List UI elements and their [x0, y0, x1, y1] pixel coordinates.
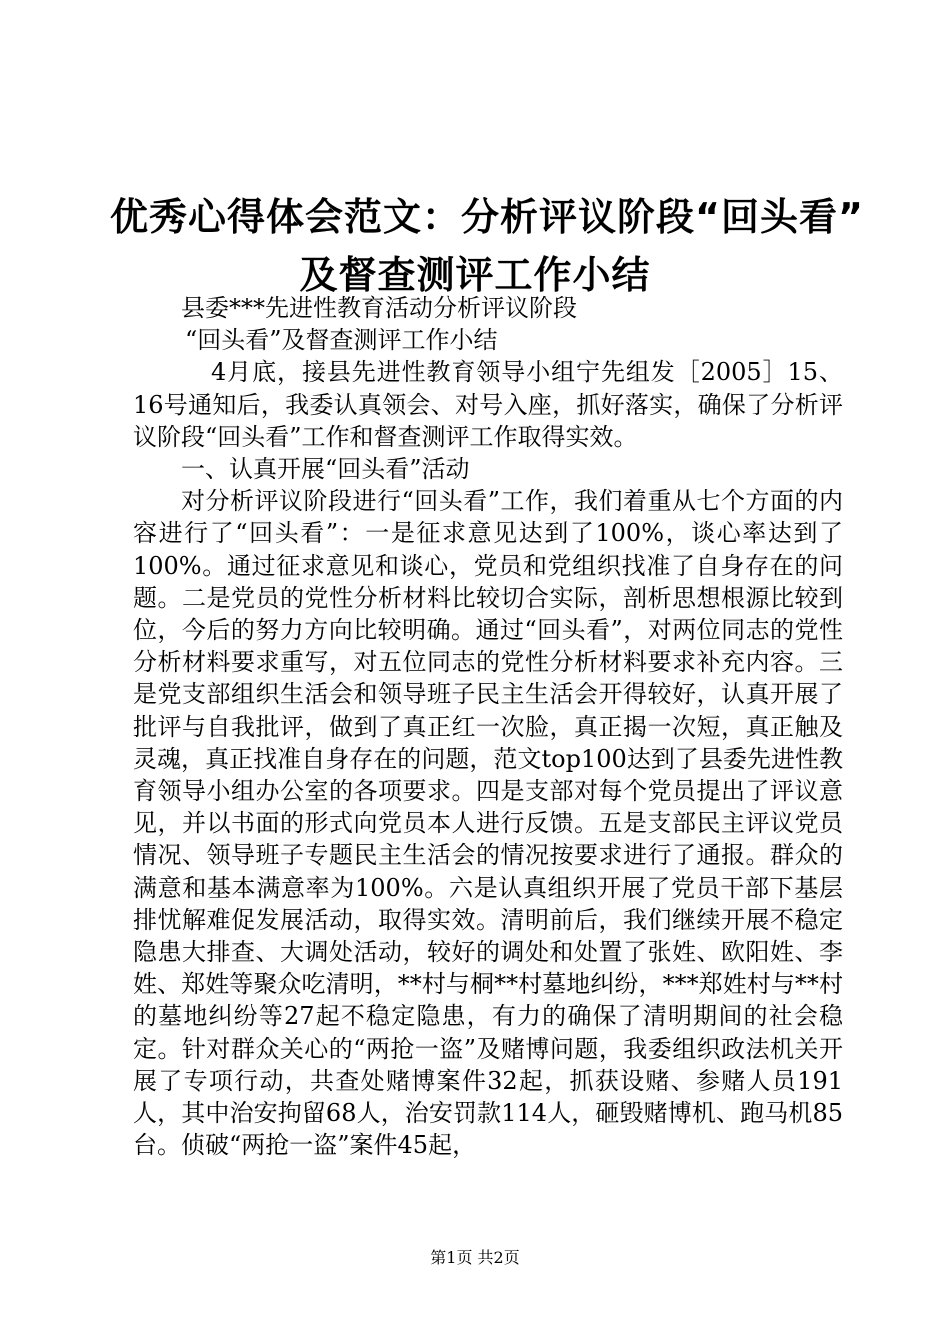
section-1-paragraph: 对分析评议阶段进行“回头看”工作，我们着重从七个方面的内容进行了“回头看”：一是征求意见达到了100%，谈心率达到了100%。通过征求意见和谈心，党员和党组织找准了自身存在的问题。二是党员的党性分析材料比较切合实际，剖析思想根源比较到位，今后的努力方向比较明确。通过“回头看”，对两位同志的党性分析材料要求重写，对五位同志的党性分析材料要求补充内容。三是党支部组织生活会和领导班子民主生活会开得较好，认真开展了批评与自我批评，做到了真正红一次脸，真正揭一次短，真正触及灵魂，真正找准自身存在的问题，范文top100达到了县委先进性教育领导小组办公室的各项要求。四是支部对每个党员提出了评议意见，并以书面的形式向党员本人进行反馈。五是支部民主评议党员情况、领导班子专题民主生活会的情况按要求进行了通报。群众的满意和基本满意率为100%。六是认真组织开展了党员干部下基层排忧解难促发展活动，取得实效。清明前后，我们继续开展不稳定隐患大排查、大调处活动，较好的调处和处置了张姓、欧阳姓、李姓、郑姓等聚众吃清明，**村与桐**村墓地纠纷，***郑姓村与**村的墓地纠纷等27起不稳定隐患，有力的确保了清明期间的社会稳定。针对群众关心的“两抢一盗”及赌博问题，我委组织政法机关开展了专项行动，共查处赌博案件32起，抓获设赌、参赌人员191人，其中治安拘留68人，治安罚款114人，砸毁赌博机、跑马机85台。侦破“两抢一盗”案件45起，: [133, 487, 843, 1160]
subtitle-line-2: “回头看”及督查测评工作小结: [185, 326, 498, 355]
document-body: [133, 292, 843, 1161]
intro-paragraph: 4月底，接县先进性教育领导小组宁先组发［2005］15、16号通知后，我委认真领会、对号入座，抓好落实，确保了分析评议阶段“回头看”工作和督查测评工作取得实效。: [133, 358, 843, 451]
section-1-heading: 一、认真开展“回头看”活动: [181, 455, 470, 484]
page-number-footer: 第1页 共2页: [430, 1248, 520, 1267]
document-title-line-1: 优秀心得体会范文：分析评议阶段“回头看”: [110, 195, 864, 239]
document-title-line-2: 及督查测评工作小结: [299, 253, 651, 297]
subtitle-line-1: 县委***先进性教育活动分析评议阶段: [181, 294, 577, 322]
